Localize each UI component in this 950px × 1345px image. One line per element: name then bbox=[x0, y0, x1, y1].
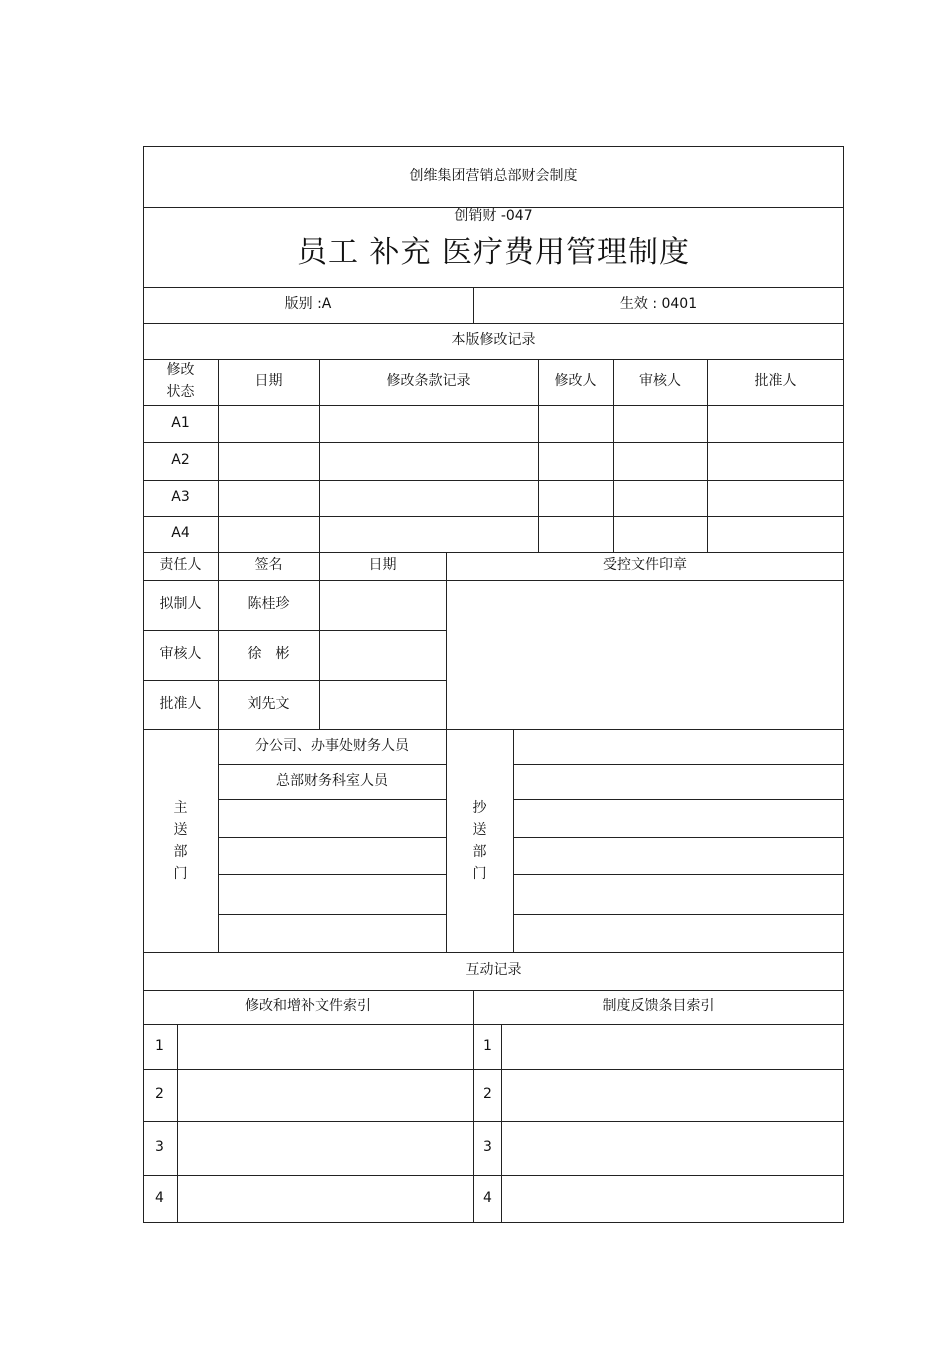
doc-number: 创销财 -047 bbox=[454, 208, 533, 225]
rule bbox=[218, 799, 446, 800]
revision-row-status: A2 bbox=[171, 452, 190, 469]
left-index-number: 4 bbox=[155, 1190, 164, 1207]
main-dept-item: 分公司、办事处财务人员 bbox=[255, 737, 409, 754]
rule bbox=[218, 874, 446, 875]
resp-name: 徐 彬 bbox=[247, 646, 290, 663]
resp-role: 拟制人 bbox=[159, 596, 202, 613]
rule bbox=[143, 405, 844, 406]
revision-row-status: A3 bbox=[171, 489, 190, 506]
resp-header-date: 日期 bbox=[368, 557, 397, 574]
rule bbox=[218, 837, 446, 838]
main-dept-label: 主 送 部 门 bbox=[173, 799, 188, 882]
revision-section-title: 本版修改记录 bbox=[451, 332, 536, 349]
revision-header-reviewer: 审核人 bbox=[639, 373, 681, 390]
revision-header-status: 修改 状态 bbox=[166, 362, 195, 400]
left-index-number: 3 bbox=[155, 1139, 164, 1156]
rule bbox=[218, 914, 446, 915]
company-title: 创维集团营销总部财会制度 bbox=[409, 167, 578, 184]
rule bbox=[513, 914, 844, 915]
left-index-header: 修改和增补文件索引 bbox=[245, 998, 371, 1015]
rule bbox=[177, 1024, 178, 1223]
right-index-header: 制度反馈条目索引 bbox=[602, 998, 715, 1015]
rule bbox=[513, 874, 844, 875]
cc-dept-label: 抄 送 部 门 bbox=[472, 799, 487, 882]
version-label: 版别 :A bbox=[284, 296, 332, 313]
revision-header-date: 日期 bbox=[254, 373, 283, 390]
main-dept-item: 总部财务科室人员 bbox=[276, 772, 388, 789]
revision-header-modifier: 修改人 bbox=[554, 373, 597, 390]
rule bbox=[513, 729, 514, 952]
revision-row-status: A1 bbox=[171, 414, 190, 431]
revision-header-clause: 修改条款记录 bbox=[386, 373, 471, 390]
left-index-number: 2 bbox=[155, 1086, 164, 1103]
left-index-number: 1 bbox=[155, 1037, 164, 1054]
control-form-table bbox=[143, 146, 844, 1223]
right-index-number: 1 bbox=[483, 1037, 492, 1054]
resp-role: 审核人 bbox=[159, 646, 202, 663]
resp-header-signature: 签名 bbox=[254, 557, 283, 574]
revision-header-approver: 批准人 bbox=[754, 373, 797, 390]
rule bbox=[143, 516, 844, 517]
effective-label: 生效 : 0401 bbox=[619, 296, 698, 313]
rule bbox=[143, 442, 844, 443]
revision-row-status: A4 bbox=[171, 525, 190, 542]
rule bbox=[513, 764, 844, 765]
rule bbox=[513, 837, 844, 838]
right-index-number: 2 bbox=[483, 1086, 492, 1103]
resp-role: 批准人 bbox=[159, 695, 202, 712]
right-index-number: 4 bbox=[483, 1190, 492, 1207]
page-title: 员工 补充 医疗费用管理制度 bbox=[296, 234, 691, 270]
resp-header-role: 责任人 bbox=[159, 557, 202, 574]
rule bbox=[501, 1024, 502, 1223]
interaction-section-title: 互动记录 bbox=[465, 962, 522, 979]
rule bbox=[513, 799, 844, 800]
resp-name: 陈桂珍 bbox=[247, 596, 290, 613]
right-index-number: 3 bbox=[483, 1139, 492, 1156]
resp-header-stamp: 受控文件印章 bbox=[603, 557, 687, 574]
resp-name: 刘先文 bbox=[247, 695, 290, 712]
rule bbox=[143, 480, 844, 481]
